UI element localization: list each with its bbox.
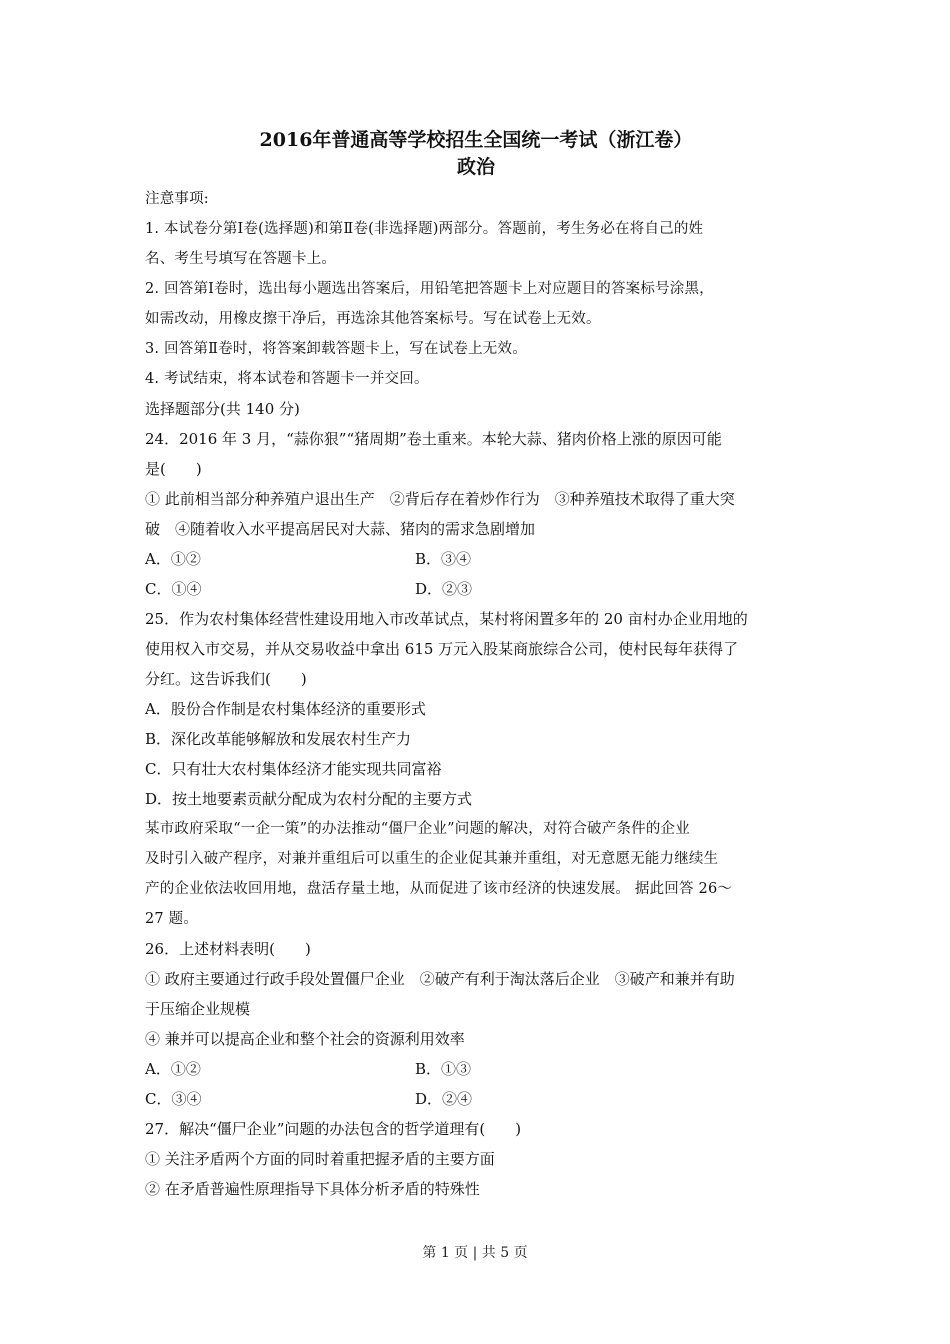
q26-option-c: C．③④ <box>145 1090 202 1108</box>
q24-stem: 是( ) <box>145 460 202 478</box>
exam-page <box>145 126 807 1204</box>
q26-options-row <box>145 1084 807 1114</box>
exam-subject: 政治 <box>456 156 495 178</box>
material-text: 27 题。 <box>145 911 199 927</box>
q24-option-d: D．②③ <box>415 580 473 598</box>
note-line: 1. 本试卷分第Ⅰ卷(选择题)和第Ⅱ卷(非选择题)两部分。答题前，考生务必在将自己的姓 <box>145 221 704 237</box>
material-text: 及时引入破产程序，对兼并重组后可以重生的企业促其兼并重组，对无意愿无能力继续生 <box>145 851 719 867</box>
note-line: 3. 回答第Ⅱ卷时，将答案卸载答题卡上，写在试卷上无效。 <box>145 341 527 357</box>
note-line: 2. 回答第Ⅰ卷时，选出每小题选出答案后，用铅笔把答题卡上对应题目的答案标号涂黑， <box>145 281 714 297</box>
page-footer: 第 1 页 | 共 5 页 <box>422 1245 528 1261</box>
q24-items: 破 ④随着收入水平提高居民对大蒜、猪肉的需求急剧增加 <box>145 520 536 538</box>
q25-option-d: D．按土地要素贡献分配成为农村分配的主要方式 <box>145 790 473 808</box>
q26-items: ④ 兼并可以提高企业和整个社会的资源利用效率 <box>145 1030 465 1048</box>
q25-stem: 使用权入市交易，并从交易收益中拿出 615 万元入股某商旅综合公司，使村民每年获得了 <box>145 640 739 658</box>
note-line: 如需改动，用橡皮擦干净后，再选涂其他答案标号。写在试卷上无效。 <box>145 311 601 327</box>
q26-stem: 26．上述材料表明( ) <box>145 940 311 958</box>
q26-option-d: D．②④ <box>415 1090 473 1108</box>
q24-option-b: B．③④ <box>415 550 472 568</box>
q24-items: ① 此前相当部分种养殖户退出生产 ②背后存在着炒作行为 ③种养殖技术取得了重大突 <box>145 490 735 508</box>
q26-option-a: A．①② <box>145 1060 201 1078</box>
note-line: 4. 考试结束，将本试卷和答题卡一并交回。 <box>145 371 429 387</box>
q27-item: ① 关注矛盾两个方面的同时着重把握矛盾的主要方面 <box>145 1150 495 1168</box>
q24-stem: 24．2016 年 3 月，“蒜你狠”“猪周期”卷土重来。本轮大蒜、猪肉价格上涨的原因可能 <box>145 430 722 448</box>
q27-item: ② 在矛盾普遍性原理指导下具体分析矛盾的特殊性 <box>145 1180 480 1198</box>
q24-option-a: A．①② <box>145 550 201 568</box>
material-text: 某市政府采取“一企一策”的办法推动“僵尸企业”问题的解决，对符合破产条件的企业 <box>145 821 690 837</box>
exam-title: 2016年普通高等学校招生全国统一考试（浙江卷） <box>259 129 693 151</box>
q26-items: ① 政府主要通过行政手段处置僵尸企业 ②破产有利于淘汰落后企业 ③破产和兼并有助 <box>145 970 735 988</box>
q25-stem: 25．作为农村集体经营性建设用地入市改革试点，某村将闲置多年的 20 亩村办企业用地的 <box>145 610 748 628</box>
q25-option-b: B．深化改革能够解放和发展农村生产力 <box>145 730 412 748</box>
section-heading: 选择题部分(共 140 分) <box>145 400 300 418</box>
q26-options-row <box>145 1054 807 1084</box>
q24-option-c: C．①④ <box>145 580 202 598</box>
note-line: 名、考生号填写在答题卡上。 <box>145 251 337 267</box>
q24-options-row <box>145 574 807 604</box>
notes-heading: 注意事项: <box>145 191 209 207</box>
q25-option-c: C．只有壮大农村集体经济才能实现共同富裕 <box>145 760 442 778</box>
q26-items: 于压缩企业规模 <box>145 1000 251 1018</box>
q25-stem: 分红。这告诉我们( ) <box>145 670 307 688</box>
q25-option-a: A．股份合作制是农村集体经济的重要形式 <box>145 700 426 718</box>
q24-options-row <box>145 544 807 574</box>
material-text: 产的企业依法收回用地，盘活存量土地，从而促进了该市经济的快速发展。 据此回答 26～ <box>145 881 733 897</box>
q26-option-b: B．①③ <box>415 1060 472 1078</box>
q27-stem: 27．解决“僵尸企业”问题的办法包含的哲学道理有( ) <box>145 1120 522 1138</box>
